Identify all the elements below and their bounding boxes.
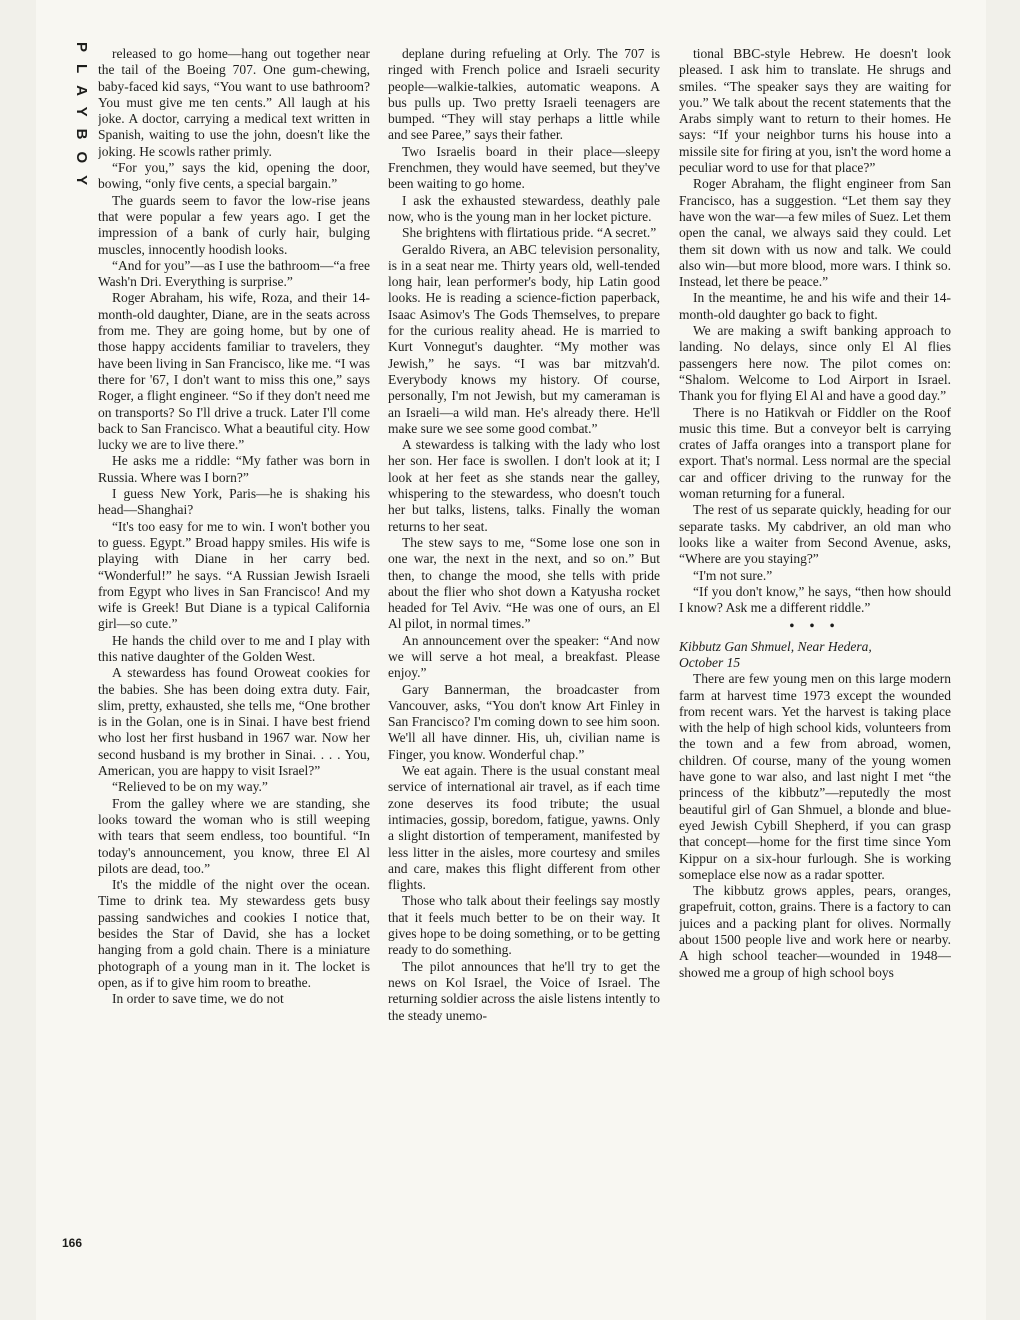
paragraph: Roger Abraham, his wife, Roza, and their 14-month-old daughter, Diane, are in the seats across from me. They are going home, but by one of those happy accidents familiar to travelers, they have been living in San Francisco, like me. “I was there for '67, I don't want to miss this one,” says Roger, a flight engineer. “So if they don't need me on transports? So I'll drive a truck. Later I'll come back to San Francisco. What a beautiful city. How lucky we are to live there.” bbox=[98, 290, 370, 453]
paragraph: He asks me a riddle: “My father was born in Russia. Where was I born?” bbox=[98, 453, 370, 485]
paragraph: In the meantime, he and his wife and their 14-month-old daughter go back to fight. bbox=[679, 290, 951, 322]
paragraph: Geraldo Rivera, an ABC television personality, is in a seat near me. Thirty years old, well-tended long hair, lean performer's body, hip Latin good looks. He is reading a science-fiction paperback, Isaac Asimov's The Gods Themselves, to prepare for the curious reality ahead. He is married to Kurt Vonnegut's daughter. “My mother was Jewish,” he says. “I was bar mitzvah'd. Everybody knows my history. Of course, personally, I'm not Jewish, but my cameraman is an Israeli—a wild man. He's already there. He'll make sure we see some good combat.” bbox=[388, 241, 660, 436]
paragraph: An announcement over the speaker: “And now we will serve a hot meal, a breakfast. Please enjoy.” bbox=[388, 632, 660, 681]
paragraph: The rest of us separate quickly, heading for our separate tasks. My cabdriver, an old man who looks like a waiter from Second Avenue, asks, “Where are you staying?” bbox=[679, 502, 951, 567]
paragraph: I guess New York, Paris—he is shaking his head—Shanghai? bbox=[98, 486, 370, 518]
paragraph: The pilot announces that he'll try to get the news on Kol Israel, the Voice of Israel. The returning soldier across the aisle listens intently to the steady unemo- bbox=[388, 958, 660, 1023]
page-number: 166 bbox=[62, 1236, 83, 1250]
paragraph: Gary Bannerman, the broadcaster from Vancouver, asks, “You don't know Art Finley in San Francisco? I'm coming down to see him soon. We'll all have dinner. His, uh, civilian name is Finger, you know. Wonderful chap.” bbox=[388, 681, 660, 762]
paragraph: It's the middle of the night over the ocean. Time to drink tea. My stewardess gets busy passing sandwiches and cookies I notice that, besides the Star of David, she has a locket hanging from a gold chain. There is a miniature photograph of a young man in it. The locket is open, as if to give him room to breathe. bbox=[98, 877, 370, 990]
paragraph: We are making a swift banking approach to landing. No delays, since only El Al flies passengers here now. The pilot comes on: “Shalom. Welcome to Lod Airport in Israel. Thank you for flying El Al and have a good day.” bbox=[679, 323, 951, 404]
section-break: • • • bbox=[789, 618, 841, 634]
paragraph: Two Israelis board in their place—sleepy Frenchmen, they would have seemed, but they've been waiting to go home. bbox=[388, 143, 660, 192]
paragraph: I ask the exhausted stewardess, deathly pale now, who is the young man in her locket picture. bbox=[388, 192, 660, 224]
masthead-text: PLAYBOY bbox=[73, 42, 90, 198]
magazine-masthead bbox=[66, 42, 94, 342]
paragraph: He hands the child over to me and I play with this native daughter of the Golden West. bbox=[98, 632, 370, 664]
text-column-1 bbox=[98, 46, 370, 1256]
paragraph: There is no Hatikvah or Fiddler on the Roof music this time. But a conveyor belt is carrying crates of Jaffa oranges into a transport plane for export. That's normal. Less normal are the special car and officer driving to the runway for the woman returning for a funeral. bbox=[679, 404, 951, 502]
text-column-3 bbox=[679, 46, 951, 1256]
paragraph: A stewardess is talking with the lady who lost her son. Her face is swollen. I don't look at it; I look at her feet as she stands near the galley, whispering to the stewardess, who doesn't touch her but talks, listens, talks. Finally the woman returns to her seat. bbox=[388, 437, 660, 534]
paragraph: tional BBC-style Hebrew. He doesn't look pleased. I ask him to translate. He shrugs and smiles. “The speaker says they are waiting for you.” We talk about the recent statements that the Arabs simply want to return to their homes. He says: “If your neighbor turns his house into a missile site for firing at you, isn't the word home a peculiar word to use for that place?” bbox=[679, 46, 951, 176]
paragraph: The stew says to me, “Some lose one son in one war, the next in the next, and so on.” But then, to change the mood, she tells with pride about the flier who shot down a Katyusha rocket headed for Tel Aviv. “He was one of ours, an El Al pilot, in normal times.” bbox=[388, 534, 660, 632]
paragraph: released to go home—hang out together near the tail of the Boeing 707. One gum-chewing, baby-faced kid says, “You want to use bathroom? You must give me ten cents.” All laugh at his joke. A doctor, carrying a medical text written in Spanish, waiting to use the john, doesn't like the joking. He scowls rather primly. bbox=[98, 46, 370, 159]
paragraph: She brightens with flirtatious pride. “A secret.” bbox=[402, 225, 657, 241]
paragraph: Roger Abraham, the flight engineer from San Francisco, has a suggestion. “Let them say they have won the war—a few miles of Suez. Let them open the canal, we always said they could. Let them sit down with us now and talk. We could also win—but more blood, more wars. I think so. Instead, let there be peace.” bbox=[679, 176, 951, 290]
paragraph: “I'm not sure.” bbox=[693, 567, 773, 583]
paragraph: From the galley where we are standing, she looks toward the woman who is still weeping with tears that seem endless, too bountiful. “In today's announcement, you know, three El Al pilots are dead, too.” bbox=[98, 795, 370, 876]
paragraph: Those who talk about their feelings say mostly that it feels much better to be on their way. It gives hope to be doing something, or to be getting ready to do something. bbox=[388, 893, 660, 958]
paragraph: “It's too easy for me to win. I won't bother you to guess. Egypt.” Broad happy smiles. His wife is playing with Diane in her carry bed. “Wonderful!” he says. “A Russian Jewish Israeli from Egypt who lives in San Francisco! And my wife is Greek! But Diane is a typical California girl—so cute.” bbox=[98, 518, 370, 632]
paragraph: “Relieved to be on my way.” bbox=[112, 779, 268, 795]
paragraph: A stewardess has found Oroweat cookies for the babies. She has been doing extra duty. Fair, slim, pretty, exhausted, she tells me, “One brother is in the Golan, one is in Sinai. I have best friend who lost her first husband in 1967 war. Now her second husband is my brother in Sinai. . . . You, American, you are happy to visit Israel?” bbox=[98, 665, 370, 779]
paragraph: The kibbutz grows apples, pears, oranges, grapefruit, cotton, grains. There is a factory to can juices and a packing plant for olives. Normally about 1500 people live and work here or nearby. A high school teacher—wounded in 1948—showed me a group of high school boys bbox=[679, 883, 951, 980]
paragraph: deplane during refueling at Orly. The 707 is ringed with French police and Israeli security people—walkie-talkies, automatic weapons. A bus pulls up. Two pretty Israeli teenagers are bumped. “They will stay perhaps a little while and see Paree,” says their father. bbox=[388, 46, 660, 143]
paragraph: “And for you”—as I use the bathroom—“a free Wash'n Dri. Everything is surprise.” bbox=[98, 257, 370, 290]
paragraph: “If you don't know,” he says, “then how should I know? Ask me a different riddle.” bbox=[679, 583, 951, 616]
paragraph: In order to save time, we do not bbox=[112, 991, 284, 1007]
text-column-2 bbox=[388, 46, 660, 1256]
paragraph: There are few young men on this large modern farm at harvest time 1973 except the wounded from recent wars. Yet the harvest is taking place with the help of high school kids, volunteers from the town and a few from abroad, women, children. Of course, many of the young women have gone to war also, and last night I met “the princess of the kibbutz”—reputedly the most beautiful girl of Gan Shmuel, a blonde and blue-eyed Jewish Cybill Shepherd, if you can grasp that concept—home for the first time since Yom Kippur on a six-hour furlough. She is working someplace else now as a radar spotter. bbox=[679, 671, 951, 882]
paragraph: We eat again. There is the usual constant meal service of international air travel, as if each time zone deserves its food tribute; the usual intimacies, gossip, boredom, fatigue, yawns. Only a slight distortion of temperament, manifested by less litter in the aisles, more courtesy and smiles and care, makes this flight different from other flights. bbox=[388, 763, 660, 893]
dateline-date: October 15 bbox=[679, 654, 741, 670]
paragraph: “For you,” says the kid, opening the door, bowing, “only five cents, a special bargain.” bbox=[98, 160, 370, 192]
paragraph: The guards seem to favor the low-rise jeans that were popular a few years ago. I get the impression of a bank of curly hair, bulging muscles, innocently hoodish looks. bbox=[98, 192, 370, 257]
dateline-place: Kibbutz Gan Shmuel, Near Hedera, bbox=[679, 638, 872, 654]
magazine-page bbox=[36, 0, 986, 1320]
